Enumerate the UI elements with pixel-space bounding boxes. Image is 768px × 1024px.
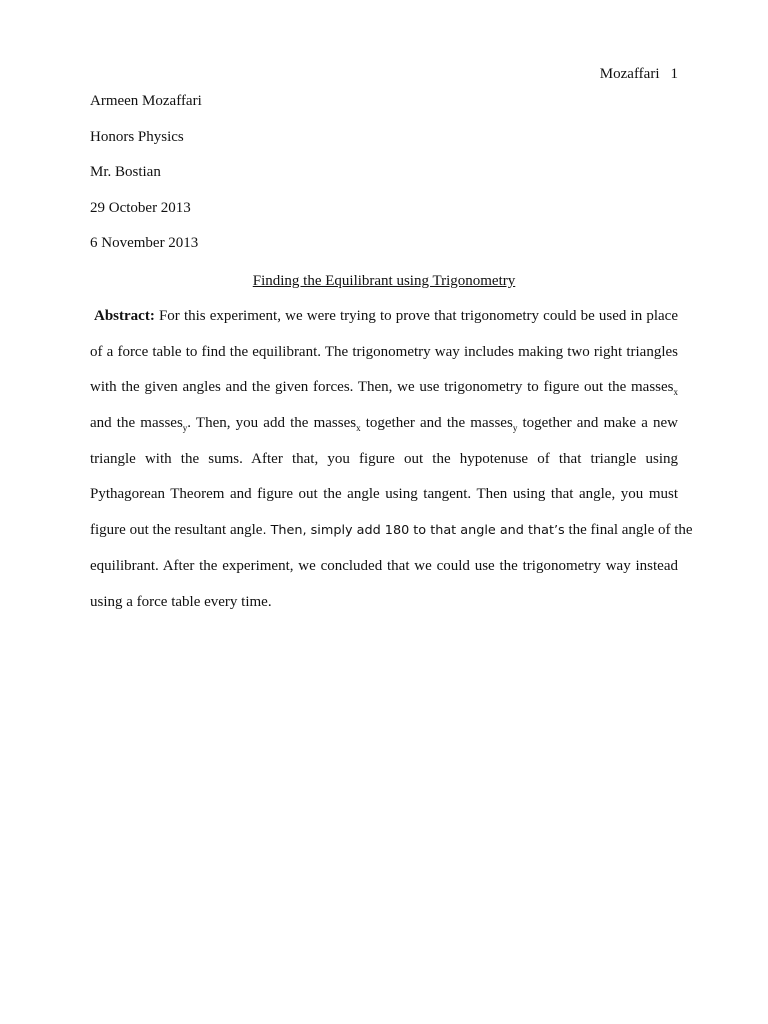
abstract-text: For this experiment, we were trying to prove that trigonometry could be used in place xyxy=(158,308,678,324)
subscript-y: y xyxy=(182,423,188,434)
abstract-text: . Then, you add the masses xyxy=(187,415,357,432)
abstract-line: of a force table to find the equilibrant. The trigonometry way includes making two right triangles xyxy=(90,343,678,360)
running-header xyxy=(600,64,678,84)
abstract-label: Abstract: xyxy=(94,308,155,324)
abstract-text: together and make a new xyxy=(517,415,679,432)
abstract-line: Pythagorean Theorem and figure out the angle using tangent. Then using that angle, you must xyxy=(90,486,678,503)
document-title: Finding the Equilibrant using Trigonometry xyxy=(252,273,516,289)
subscript-y: y xyxy=(512,423,518,434)
date-submitted: 6 November 2013 xyxy=(90,235,199,252)
header-author-name: Mozaffari xyxy=(599,66,660,82)
abstract-text: with the given angles and the given forces. Then, we use trigonometry to figure out the masses xyxy=(90,379,674,396)
abstract-line: triangle with the sums. After that, you figure out the hypotenuse of that triangle using xyxy=(90,450,678,467)
abstract-text: and the masses xyxy=(90,415,183,432)
abstract-paragraph xyxy=(90,306,693,627)
abstract-line xyxy=(90,306,678,342)
teacher-name: Mr. Bostian xyxy=(90,164,161,181)
abstract-line xyxy=(90,377,678,413)
abstract-line xyxy=(90,413,678,449)
abstract-line: equilibrant. After the experiment, we concluded that we could use the trigonometry way instead xyxy=(90,557,678,574)
mla-heading xyxy=(90,91,680,269)
header-page-number: 1 xyxy=(670,66,678,82)
abstract-text-alt-font: . Then, simply add 180 to that angle and that’s xyxy=(262,523,565,539)
abstract-text: together and the masses xyxy=(360,415,513,432)
date-performed: 29 October 2013 xyxy=(90,199,191,216)
subscript-x: x xyxy=(356,423,361,434)
abstract-text: the final angle of the xyxy=(564,522,693,539)
student-name: Armeen Mozaffari xyxy=(90,93,202,109)
subscript-x: x xyxy=(673,387,678,398)
abstract-text: figure out the resultant angle xyxy=(90,522,263,539)
abstract-line: using a force table every time. xyxy=(90,593,272,610)
abstract-line xyxy=(90,520,693,556)
course-name: Honors Physics xyxy=(90,128,184,145)
